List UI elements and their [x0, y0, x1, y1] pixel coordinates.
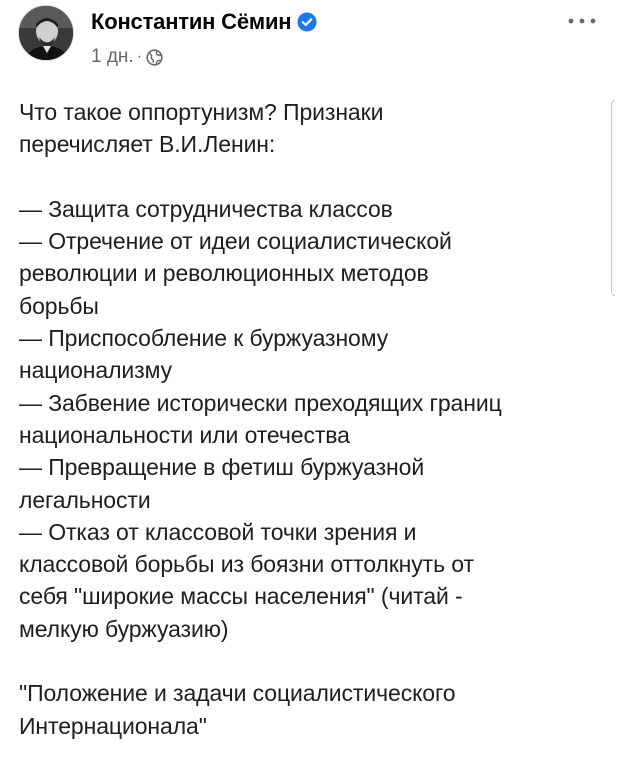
avatar[interactable]: [18, 5, 74, 61]
avatar-photo: [19, 6, 74, 61]
globe-icon[interactable]: [146, 49, 163, 66]
author-name[interactable]: Константин Сёмин: [91, 9, 292, 34]
scrollbar[interactable]: [611, 100, 615, 296]
ellipsis-icon: [567, 17, 597, 25]
post-header: [0, 0, 620, 80]
author-row: [91, 7, 317, 37]
post-text: Что такое оппортунизм? Признаки перечисляет В.И.Ленин: — Защита сотрудничества классов — Отречение от идеи социалистической революции и революционных методов борьбы — Приспособление к буржуазному национализму — Забвение исторически преходящих границ национальности или отечества — Превращение в фетиш буржуазной легальности — Отказ от классовой точки зрения и классовой борьбы из боязни оттолкнуть от себя "широкие массы населения" (читай - мелкую буржуазию) "Положение и задачи социалистического Интернационала": [19, 99, 502, 739]
more-options-button[interactable]: [560, 8, 604, 34]
meta-separator: ·: [136, 48, 143, 65]
post-meta: [91, 44, 163, 70]
verified-badge-icon: [297, 12, 317, 32]
post-timestamp[interactable]: 1 дн.: [91, 46, 134, 67]
